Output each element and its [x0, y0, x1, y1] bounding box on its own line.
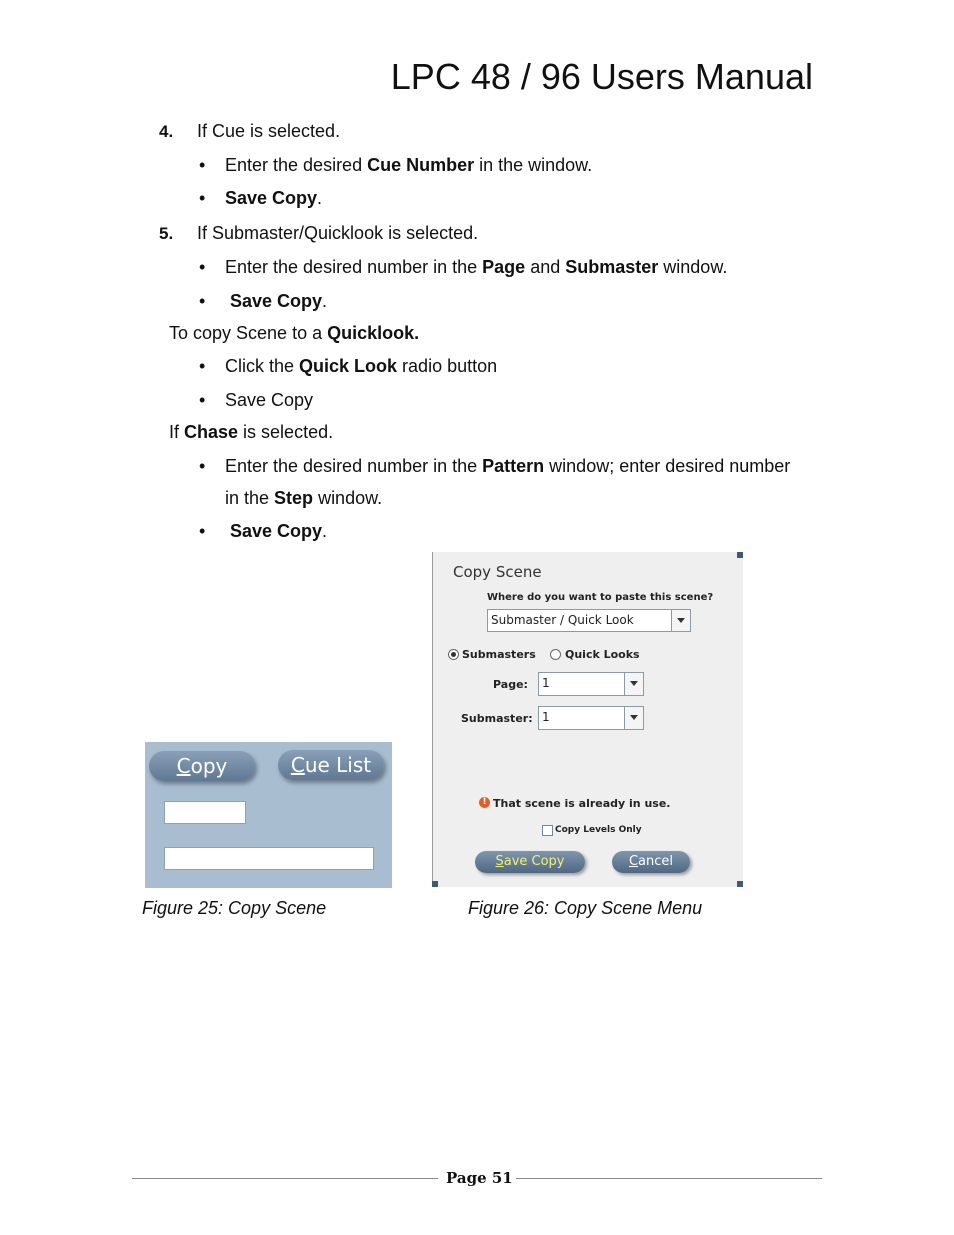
- quicklook-bullet-1: [199, 355, 497, 377]
- corner-mark: [432, 881, 438, 887]
- bold-text: Cue Number: [367, 155, 475, 175]
- destination-question: Where do you want to paste this scene?: [487, 592, 714, 603]
- name-input[interactable]: [164, 847, 374, 870]
- step-5-text: If Submaster/Quicklook is selected.: [197, 223, 479, 243]
- footer-rule-right: [516, 1178, 822, 1179]
- bold-text: Quicklook.: [327, 323, 420, 343]
- quick-looks-radio[interactable]: [550, 649, 561, 660]
- text: To copy Scene to a: [169, 323, 328, 343]
- bold-text: Submaster: [565, 257, 659, 277]
- step-4-bullet-1: [199, 154, 592, 176]
- submaster-label: Submaster:: [461, 712, 533, 725]
- bold-text: Save Copy: [230, 291, 323, 311]
- destination-value: Submaster / Quick Look: [491, 613, 634, 627]
- chase-intro: [169, 421, 333, 443]
- footer-rule-left: [132, 1178, 438, 1179]
- corner-mark: [737, 881, 743, 887]
- warning-icon: !: [479, 797, 490, 808]
- quicklook-bullet-2: [199, 389, 313, 411]
- text: .: [322, 521, 328, 541]
- chevron-down-icon[interactable]: [671, 610, 690, 631]
- warning-text: That scene is already in use.: [493, 797, 671, 810]
- text: If: [169, 422, 185, 442]
- bullet-glyph: •: [199, 257, 206, 277]
- bold-text: Save Copy: [230, 521, 323, 541]
- chevron-down-icon[interactable]: [624, 707, 643, 729]
- copy-levels-label: Copy Levels Only: [555, 825, 642, 835]
- step-5-bullet-2: [199, 290, 327, 312]
- bullet-glyph: •: [199, 291, 206, 311]
- step-4-number: 4.: [159, 122, 174, 141]
- bullet-glyph: •: [199, 188, 206, 208]
- text: .: [317, 188, 323, 208]
- figure-25-copy-scene: [145, 742, 392, 888]
- text: window.: [313, 488, 383, 508]
- bold-text: Step: [274, 488, 314, 508]
- submaster-select[interactable]: [538, 706, 644, 730]
- document-title: LPC 48 / 96 Users Manual: [390, 56, 813, 97]
- bold-text: Chase: [184, 422, 239, 442]
- corner-mark: [737, 552, 743, 558]
- bold-text: Quick Look: [299, 356, 398, 376]
- chevron-down-icon[interactable]: [624, 673, 643, 695]
- step-4: [159, 120, 340, 143]
- bullet-glyph: •: [199, 456, 206, 476]
- bullet-glyph: •: [199, 390, 206, 410]
- text: Enter the desired: [225, 155, 368, 175]
- text: Save Copy: [225, 390, 314, 410]
- page-number: Page 51: [446, 1169, 513, 1187]
- number-input[interactable]: [164, 801, 246, 824]
- page-select[interactable]: [538, 672, 644, 696]
- step-5-bullet-1: [199, 256, 727, 278]
- figure-25-caption: Figure 25: Copy Scene: [142, 898, 327, 918]
- text: window; enter desired number: [544, 456, 791, 476]
- chase-bullet-1-continuation: [225, 487, 382, 509]
- submasters-label: Submasters: [462, 648, 536, 661]
- chase-bullet-1: [199, 455, 790, 477]
- quick-looks-label: Quick Looks: [565, 648, 640, 661]
- copy-button[interactable]: Copy: [149, 751, 255, 781]
- step-5-number: 5.: [159, 224, 174, 243]
- bullet-glyph: •: [199, 521, 206, 541]
- chase-bullet-2: [199, 520, 327, 542]
- text: Enter the desired number in the: [225, 456, 483, 476]
- bold-text: Page: [482, 257, 526, 277]
- text: in the: [225, 488, 275, 508]
- figure-26-caption: Figure 26: Copy Scene Menu: [468, 898, 703, 918]
- destination-select[interactable]: [487, 609, 691, 632]
- bold-text: Pattern: [482, 456, 545, 476]
- save-copy-button[interactable]: Save Copy: [475, 851, 585, 873]
- text: is selected.: [238, 422, 334, 442]
- bullet-glyph: •: [199, 356, 206, 376]
- text: and: [525, 257, 566, 277]
- quicklook-intro: [169, 322, 419, 344]
- cancel-button[interactable]: Cancel: [612, 851, 690, 873]
- text: Enter the desired number in the: [225, 257, 483, 277]
- text: window.: [658, 257, 728, 277]
- page-label: Page:: [493, 678, 528, 691]
- step-4-text: If Cue is selected.: [197, 121, 341, 141]
- submasters-radio[interactable]: [448, 649, 459, 660]
- step-4-bullet-2: [199, 187, 322, 209]
- text: in the window.: [474, 155, 593, 175]
- bullet-glyph: •: [199, 155, 206, 175]
- text: Click the: [225, 356, 300, 376]
- cue-list-button[interactable]: Cue List: [278, 750, 384, 780]
- dialog-title: Copy Scene: [453, 563, 542, 581]
- submaster-value: 1: [542, 710, 550, 724]
- figure-26-copy-scene-dialog: [432, 552, 743, 887]
- step-5: [159, 222, 478, 245]
- bold-text: Save Copy: [225, 188, 318, 208]
- text: .: [322, 291, 328, 311]
- copy-levels-checkbox[interactable]: [542, 825, 553, 836]
- text: radio button: [397, 356, 498, 376]
- page-value: 1: [542, 676, 550, 690]
